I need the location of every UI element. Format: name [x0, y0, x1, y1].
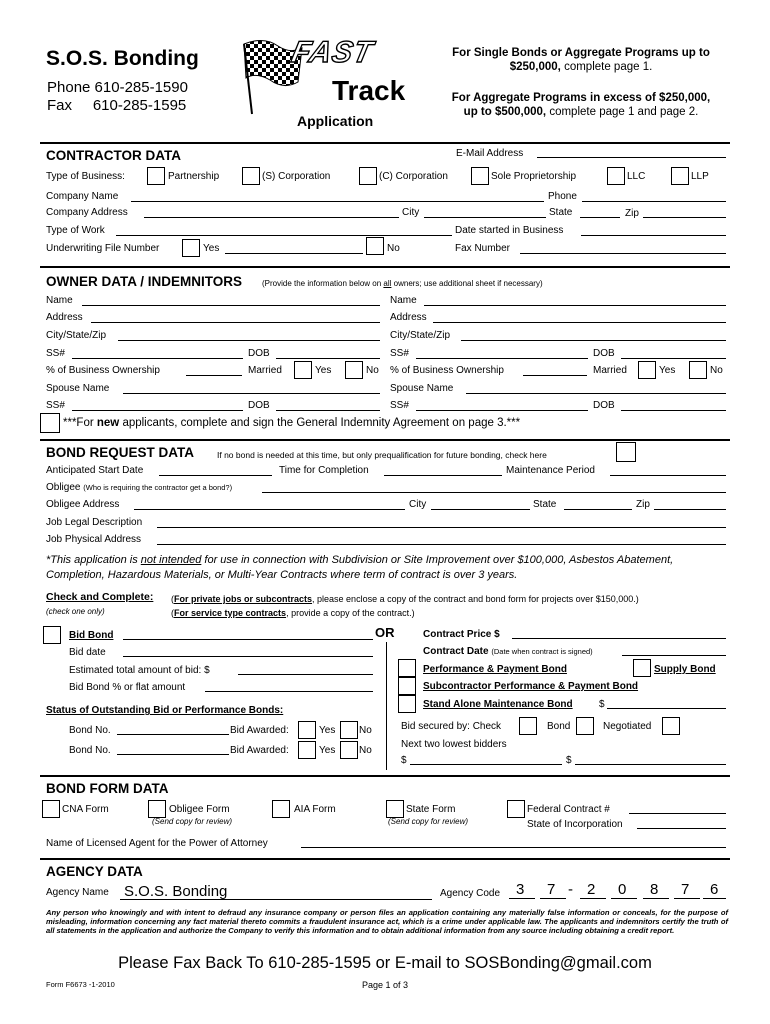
obligee-zip-field[interactable] [654, 509, 726, 510]
agency-name-label: Agency Name [46, 887, 109, 898]
owner2-name-label: Name [390, 295, 417, 306]
c-corp-label: (C) Corporation [379, 171, 448, 182]
new-applicant-checkbox[interactable] [40, 413, 60, 433]
owner2-csz-label: City/State/Zip [390, 330, 451, 341]
bid-awarded-yes-label-2: Yes [319, 745, 336, 756]
s-corp-checkbox[interactable] [242, 167, 260, 185]
or-divider [386, 642, 387, 770]
sole-checkbox[interactable] [471, 167, 489, 185]
fraud-statement: Any person who knowingly and with intent to defraud any insurance company or person files an application containing any materially false information or conceals, for the purpose of misleading, information concerning any fact material thereto commits a fraudulent insurance act, which is a crime under applicable law. The applicants and indemnitors certify the truth of all statements in the application and authorize the Company to verify this information and to obtain additional information from any source including obtaining a credit report. [46, 908, 728, 936]
underwriting-no-label: No [387, 243, 400, 254]
agency-name-field [120, 899, 432, 900]
agency-code-label: Agency Code [440, 888, 501, 899]
phone-label: Phone [548, 191, 577, 202]
bond-no-field-1[interactable] [117, 734, 229, 735]
state-inc-field[interactable] [637, 828, 726, 829]
job-legal-label: Job Legal Description [46, 517, 143, 528]
prequal-checkbox[interactable] [616, 442, 636, 462]
application-label: Application [297, 113, 374, 129]
agency-code-digit: 3 [516, 881, 525, 898]
contract-date-field[interactable] [622, 655, 726, 656]
form-number: Form F6673 -1-2010 [46, 980, 115, 989]
owner2-yes-label: Yes [659, 365, 676, 376]
agency-code-digit: 0 [618, 881, 627, 898]
owner1-married-yes-checkbox[interactable] [294, 361, 312, 379]
obligee-state-label: State [533, 499, 557, 510]
owner1-pct-field[interactable] [186, 375, 242, 376]
supply-bond-checkbox[interactable] [633, 659, 651, 677]
llc-checkbox[interactable] [607, 167, 625, 185]
bid-secured-label: Bid secured by: Check [401, 721, 502, 732]
bidder1-field[interactable] [410, 764, 562, 765]
city-field[interactable] [424, 217, 546, 218]
state-field[interactable] [580, 217, 620, 218]
owner1-spouse-ss-field[interactable] [72, 410, 243, 411]
check-complete-label: Check and Complete: [46, 591, 154, 603]
state-form-label: State Form [406, 804, 456, 815]
cna-form-checkbox[interactable] [42, 800, 60, 818]
owner2-ss-field[interactable] [416, 358, 588, 359]
agency-code-digit: 7 [681, 881, 690, 898]
check-one-note: (check one only) [46, 607, 105, 616]
bid-awarded-no-checkbox-1[interactable] [340, 721, 358, 739]
owner1-yes-label: Yes [315, 365, 332, 376]
owner1-name-field[interactable] [82, 305, 380, 306]
bond-form-title: BOND FORM DATA [46, 781, 169, 796]
bidder2-dollar: $ [566, 755, 572, 766]
underwriting-file-field[interactable] [225, 253, 363, 254]
obligee-send-note: (Send copy for review) [152, 817, 233, 826]
state-inc-label: State of Incorporation [527, 819, 623, 830]
date-started-label: Date started in Business [455, 225, 564, 236]
owner1-ss-label: SS# [46, 348, 65, 359]
owner2-spouse-dob-field[interactable] [621, 410, 726, 411]
obligee-state-field[interactable] [564, 509, 632, 510]
agency-code-digit: 8 [650, 881, 659, 898]
agency-code-slot[interactable] [509, 898, 535, 899]
contractor-title: CONTRACTOR DATA [46, 148, 181, 163]
bid-awarded-label-1: Bid Awarded: [230, 725, 289, 736]
contract-price-label: Contract Price $ [423, 629, 500, 640]
owner1-pct-label: % of Business Ownership [46, 365, 160, 376]
section-divider [40, 266, 730, 268]
obligee-form-label: Obligee Form [169, 804, 230, 815]
time-completion-field[interactable] [384, 475, 502, 476]
job-physical-label: Job Physical Address [46, 534, 142, 545]
obligee-zip-label: Zip [636, 499, 650, 510]
start-date-label: Anticipated Start Date [46, 465, 144, 476]
licensed-agent-field[interactable] [301, 847, 726, 848]
agency-name-value[interactable]: S.O.S. Bonding [124, 883, 228, 900]
time-completion-label: Time for Completion [279, 465, 369, 476]
bid-awarded-yes-checkbox-1[interactable] [298, 721, 316, 739]
status-outstanding-label: Status of Outstanding Bid or Performance Bonds: [46, 705, 284, 716]
section-divider [40, 858, 730, 860]
bond-no-field-2[interactable] [117, 754, 229, 755]
underwriting-no-checkbox[interactable] [366, 237, 384, 255]
aia-form-label: AIA Form [294, 804, 336, 815]
standalone-field[interactable] [607, 708, 726, 709]
section-divider [40, 439, 730, 441]
contract-price-field[interactable] [512, 638, 726, 639]
owner1-spouse-label: Spouse Name [46, 383, 110, 394]
agency-title: AGENCY DATA [46, 864, 143, 879]
city-label: City [402, 207, 420, 218]
licensed-agent-label: Name of Licensed Agent for the Power of Attorney [46, 838, 268, 849]
bid-pct-field[interactable] [205, 691, 373, 692]
bid-bond-field[interactable] [123, 639, 373, 640]
agency-code-slot[interactable] [674, 898, 700, 899]
type-of-work-label: Type of Work [46, 225, 105, 236]
contract-date-label: Contract Date (Date when contract is signed) [423, 646, 593, 657]
maintenance-label: Maintenance Period [506, 465, 595, 476]
bond-no-label-1: Bond No. [69, 725, 111, 736]
llc-label: LLC [627, 171, 646, 182]
owner2-spouse-field[interactable] [466, 393, 726, 394]
owner2-pct-field[interactable] [523, 375, 587, 376]
disclaimer-line2: Completion, Hazardous Materials, or Multi-Year Contracts where term of contract is over 3 years. [46, 569, 518, 581]
cna-form-label: CNA Form [62, 804, 109, 815]
owner2-spouse-dob-label: DOB [593, 400, 615, 411]
job-legal-field[interactable] [157, 527, 726, 528]
type-of-work-field[interactable] [116, 235, 452, 236]
owner2-pct-label: % of Business Ownership [390, 365, 504, 376]
owner1-dob-field[interactable] [276, 358, 380, 359]
owner1-address-field[interactable] [91, 322, 380, 323]
obligee-address-field[interactable] [134, 509, 405, 510]
standalone-dollar: $ [599, 699, 605, 710]
company-address-label: Company Address [46, 207, 128, 218]
owner2-dob-field[interactable] [621, 358, 726, 359]
prequal-note: If no bond is needed at this time, but only prequalification for future bonding, check here [217, 450, 547, 460]
bid-awarded-label-2: Bid Awarded: [230, 745, 289, 756]
owner1-ss-field[interactable] [72, 358, 243, 359]
bidder2-field[interactable] [575, 764, 726, 765]
fax-number-label: Fax Number [455, 243, 511, 254]
header-note-2: For Aggregate Programs in excess of $250,000, up to $500,000, complete page 1 and page 2. [451, 92, 711, 118]
zip-label: Zip [625, 208, 639, 219]
owner2-dob-label: DOB [593, 348, 615, 359]
email-field[interactable] [537, 157, 726, 158]
agency-code-slot[interactable] [703, 898, 726, 899]
state-label: State [549, 207, 573, 218]
negotiated-checkbox[interactable] [662, 717, 680, 735]
sole-label: Sole Proprietorship [491, 171, 577, 182]
logo-track: Track [332, 75, 406, 106]
zip-field[interactable] [643, 217, 726, 218]
owner1-address-label: Address [46, 312, 83, 323]
owner2-married-yes-checkbox[interactable] [638, 361, 656, 379]
company-address-field[interactable] [144, 217, 399, 218]
bid-awarded-yes-label-1: Yes [319, 725, 336, 736]
underwriting-yes-label: Yes [203, 243, 220, 254]
bidder1-dollar: $ [401, 755, 407, 766]
obligee-city-label: City [409, 499, 427, 510]
subcontractor-label: Subcontractor Performance & Payment Bond [423, 681, 639, 692]
bond-no-label-2: Bond No. [69, 745, 111, 756]
underwriting-yes-checkbox[interactable] [182, 239, 200, 257]
owner2-spouse-label: Spouse Name [390, 383, 454, 394]
disclaimer-line1: *This application is not intended for use in connection with Subdivision or Site Improvement over $100,000, Asbestos Abatement, [46, 554, 674, 566]
bond-request-title: BOND REQUEST DATA [46, 445, 194, 460]
phone-field[interactable] [582, 201, 726, 202]
subcontractor-checkbox[interactable] [398, 677, 416, 695]
fax-number-header: Fax 610-285-1595 [47, 97, 187, 114]
owner1-married-label: Married [248, 365, 282, 376]
owner2-spouse-ss-field[interactable] [416, 410, 588, 411]
owner1-csz-label: City/State/Zip [46, 330, 107, 341]
page-number: Page 1 of 3 [362, 980, 409, 990]
secured-bond-label: Bond [547, 721, 571, 732]
agency-code-slot[interactable] [540, 898, 566, 899]
next-two-label: Next two lowest bidders [401, 739, 507, 750]
s-corp-label: (S) Corporation [262, 171, 331, 182]
owner2-married-no-checkbox[interactable] [689, 361, 707, 379]
company-name-label: Company Name [46, 191, 119, 202]
bid-awarded-yes-checkbox-2[interactable] [298, 741, 316, 759]
partnership-label: Partnership [168, 171, 220, 182]
owner2-csz-field[interactable] [461, 340, 726, 341]
federal-contract-label: Federal Contract # [527, 804, 610, 815]
service-contract-note: (For service type contracts, provide a copy of the contract.) [171, 608, 415, 618]
owner2-married-label: Married [593, 365, 627, 376]
federal-contract-checkbox[interactable] [507, 800, 525, 818]
owner1-spouse-dob-label: DOB [248, 400, 270, 411]
negotiated-label: Negotiated [603, 721, 652, 732]
estimated-bid-label: Estimated total amount of bid: $ [69, 665, 210, 676]
owner1-spouse-dob-field[interactable] [276, 410, 380, 411]
secured-bond-checkbox[interactable] [576, 717, 594, 735]
obligee-label: Obligee (Who is requiring the contractor get a bond?) [46, 482, 233, 493]
bid-bond-label: Bid Bond [69, 630, 114, 641]
federal-contract-field[interactable] [629, 813, 726, 814]
date-started-field[interactable] [581, 235, 726, 236]
owner1-married-no-checkbox[interactable] [345, 361, 363, 379]
logo-fast: FAST [288, 36, 377, 69]
fax-back-note: Please Fax Back To 610-285-1595 or E-mail to SOSBonding@gmail.com [118, 954, 652, 972]
supply-bond-label: Supply Bond [654, 664, 716, 675]
obligee-city-field[interactable] [431, 509, 530, 510]
owner-title: OWNER DATA / INDEMNITORS [46, 274, 242, 289]
owner1-spouse-ss-label: SS# [46, 400, 65, 411]
or-label: OR [375, 625, 395, 640]
owner2-spouse-ss-label: SS# [390, 400, 409, 411]
standalone-label: Stand Alone Maintenance Bond [423, 699, 573, 710]
job-physical-field[interactable] [157, 544, 726, 545]
owner-note: (Provide the information below on all owners; use additional sheet if necessary) [262, 279, 543, 288]
owner1-dob-label: DOB [248, 348, 270, 359]
section-divider [40, 775, 730, 777]
owner1-no-label: No [366, 365, 379, 376]
owner2-name-field[interactable] [424, 305, 726, 306]
owner2-address-field[interactable] [433, 322, 726, 323]
llp-checkbox[interactable] [671, 167, 689, 185]
obligee-field[interactable] [262, 492, 726, 493]
owner2-ss-label: SS# [390, 348, 409, 359]
bid-awarded-no-checkbox-2[interactable] [340, 741, 358, 759]
owner1-name-label: Name [46, 295, 73, 306]
bid-bond-checkbox[interactable] [43, 626, 61, 644]
maintenance-field[interactable] [610, 475, 726, 476]
agency-code-slot[interactable] [643, 898, 669, 899]
underwriting-label: Underwriting File Number [46, 243, 160, 254]
aia-form-checkbox[interactable] [272, 800, 290, 818]
standalone-checkbox[interactable] [398, 695, 416, 713]
owner2-no-label: No [710, 365, 723, 376]
company-name-field[interactable] [131, 201, 544, 202]
bid-date-field[interactable] [123, 656, 373, 657]
agency-code-digit: 6 [710, 881, 719, 898]
bid-awarded-no-label-1: No [359, 725, 372, 736]
secured-check-checkbox[interactable] [519, 717, 537, 735]
type-of-business-label: Type of Business: [46, 171, 125, 182]
agency-code-digit: 2 [587, 881, 596, 898]
c-corp-checkbox[interactable] [359, 167, 377, 185]
agency-code-dash: - [568, 881, 573, 898]
estimated-bid-field[interactable] [238, 674, 373, 675]
bid-pct-label: Bid Bond % or flat amount [69, 682, 186, 693]
perf-payment-checkbox[interactable] [398, 659, 416, 677]
private-jobs-note: (For private jobs or subcontracts, please enclose a copy of the contract and bond form for projects over $150,000.) [171, 594, 639, 604]
fax-number-field[interactable] [520, 253, 726, 254]
perf-payment-label: Performance & Payment Bond [423, 664, 567, 675]
owner1-spouse-field[interactable] [123, 393, 380, 394]
header-note-1: For Single Bonds or Aggregate Programs up to $250,000, complete page 1. [452, 47, 710, 73]
agency-code-slot[interactable] [611, 898, 637, 899]
email-label: E-Mail Address [456, 148, 524, 159]
bid-date-label: Bid date [69, 647, 106, 658]
state-send-note: (Send copy for review) [388, 817, 469, 826]
bid-awarded-no-label-2: No [359, 745, 372, 756]
phone-number: Phone 610-285-1590 [47, 79, 188, 96]
partnership-checkbox[interactable] [147, 167, 165, 185]
company-name: S.O.S. Bonding [46, 47, 199, 70]
owner2-address-label: Address [390, 312, 427, 323]
section-divider [40, 142, 730, 144]
start-date-field[interactable] [159, 475, 272, 476]
obligee-address-label: Obligee Address [46, 499, 120, 510]
llp-label: LLP [691, 171, 709, 182]
agency-code-digit: 7 [547, 881, 556, 898]
agency-code-slot[interactable] [580, 898, 606, 899]
new-applicant-note: ***For new applicants, complete and sign the General Indemnity Agreement on page 3.*** [63, 417, 521, 429]
owner1-csz-field[interactable] [118, 340, 380, 341]
